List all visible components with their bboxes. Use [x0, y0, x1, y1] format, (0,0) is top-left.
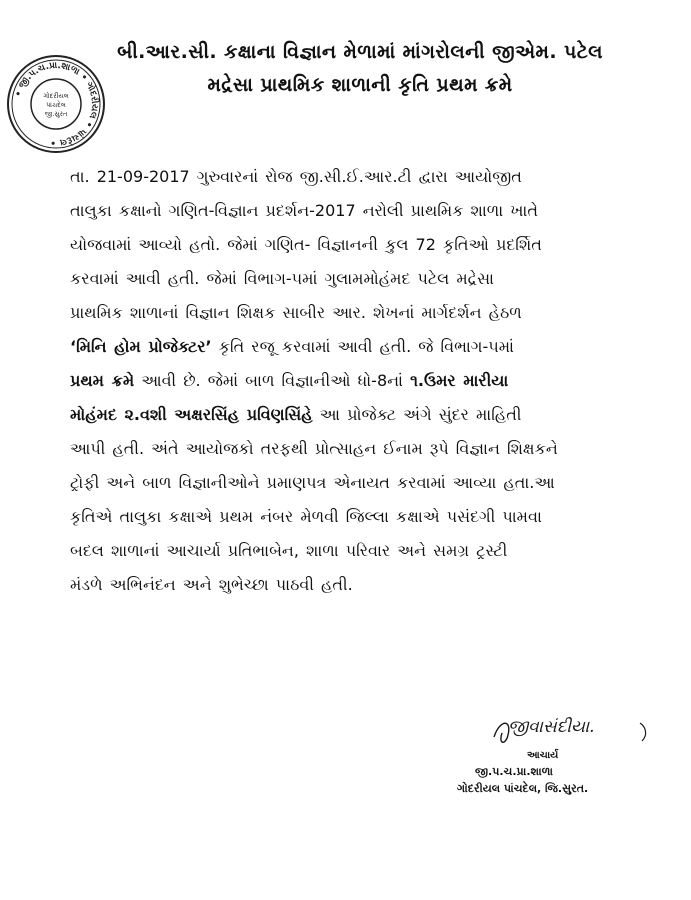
heading-line-1: બી.આર.સી. કક્ષાના વિજ્ઞાન મેળામાં માંગરોલની જીએમ. પટેલ — [117, 41, 603, 63]
rank-text: પ્રથમ ક્રમે — [70, 371, 135, 390]
school-address-line: ગોદરીયલ પાંચદેલ, જિ.સુરત. — [457, 782, 589, 795]
body-line-10: ટ્રોફી અને બાળ વિજ્ઞાનીઓને પ્રમાણપત્ર એનાયત કરવામાં આવ્યા હતા.આ — [70, 473, 555, 492]
svg-text:• જી.પ.ચ.પ્રા.શાળા • ગોદરીયલ •: • જી.પ.ચ.પ્રા.શાળા • ગોદરીયલ • પાંચદેલ • — [13, 60, 100, 148]
body-line-7 — [70, 364, 670, 398]
body-line-12: બદલ શાળાનાં આચાર્યા પ્રતિભાબેન, શાળા પરિવાર અને સમગ્ર ટ્રસ્ટી — [70, 541, 508, 560]
svg-text:પાંચદેલ: પાંચદેલ — [46, 101, 66, 109]
body-line-2: તાલુકા કક્ષાનો ગણિત-વિજ્ઞાન પ્રદર્શન-2017 નરોલી પ્રાથમિક શાળા ખાતે — [70, 201, 538, 220]
heading-line-2: મદ્રેસા પ્રાથમિક શાળાની કૃતિ પ્રથમ ક્રમે — [207, 74, 513, 96]
school-name-line: જી.પ.ચ.પ્રા.શાળા — [475, 765, 553, 778]
body-line-11: કૃતિએ તાલુકા કક્ષાએ પ્રથમ નંબર મેળવી જિલ્લા કક્ષાએ પસંદગી પામવા — [70, 507, 542, 526]
body-line-1: તા. 21-09-2017 ગુરુવારનાં રોજ જી.સી.ઈ.આર.ટી દ્વારા આયોજીત — [70, 167, 522, 186]
svg-text:જી.સુરત: જી.સુરત — [44, 110, 68, 118]
body-line-4: કરવામાં આવી હતી. જેમાં વિભાગ-૫માં ગુલામમોહંમદ પટેલ મદ્રેસા — [70, 269, 494, 288]
body-line-6 — [70, 330, 670, 364]
principal-title: આચાર્ય — [527, 750, 559, 761]
body-line-13: મંડળે અભિનંદન અને શુભેચ્છા પાઠવી હતી. — [70, 575, 353, 594]
signature-block — [455, 715, 675, 797]
body-line-8 — [70, 398, 670, 432]
body-line-6-text: કૃતિ રજૂ કરવામાં આવી હતી. જે વિભાગ-૫માં — [211, 337, 514, 356]
body-line-8-text: આ પ્રોજેક્ટ અંગે સુંદર માહિતી — [312, 405, 522, 424]
project-title: ‘મિનિ હોમ પ્રોજેક્ટર’ — [70, 337, 212, 356]
svg-text:ગોદરીયલ: ગોદરીયલ — [43, 92, 69, 100]
handwritten-signature — [490, 715, 660, 749]
body-line-3: યોજવામાં આવ્યો હતો. જેમાં ગણિત- વિજ્ઞાનની કુલ 72 કૃતિઓ પ્રદર્શિત — [70, 235, 542, 254]
student-name-1: ૧.ઉમર મારીયા — [410, 371, 509, 390]
signature-text: જીવાસંદીયા. — [508, 717, 595, 737]
document-heading — [80, 36, 640, 102]
document-body — [70, 160, 670, 602]
body-line-9: આપી હતી. અંતે આયોજકો તરફથી પ્રોત્સાહન ઈનામ રૂપે વિજ્ઞાન શિક્ષકને — [70, 439, 558, 458]
body-line-5: પ્રાથમિક શાળાનાં વિજ્ઞાન શિક્ષક સાબીર આર. શેખનાં માર્ગદર્શન હેઠળ — [70, 303, 522, 322]
student-names: મોહંમદ ૨.વશી અક્ષરસિંહ પ્રવિણસિંહે — [70, 405, 313, 424]
body-line-7-text: આવી છે. જેમાં બાળ વિજ્ઞાનીઓ ધો-8નાં — [134, 371, 411, 390]
